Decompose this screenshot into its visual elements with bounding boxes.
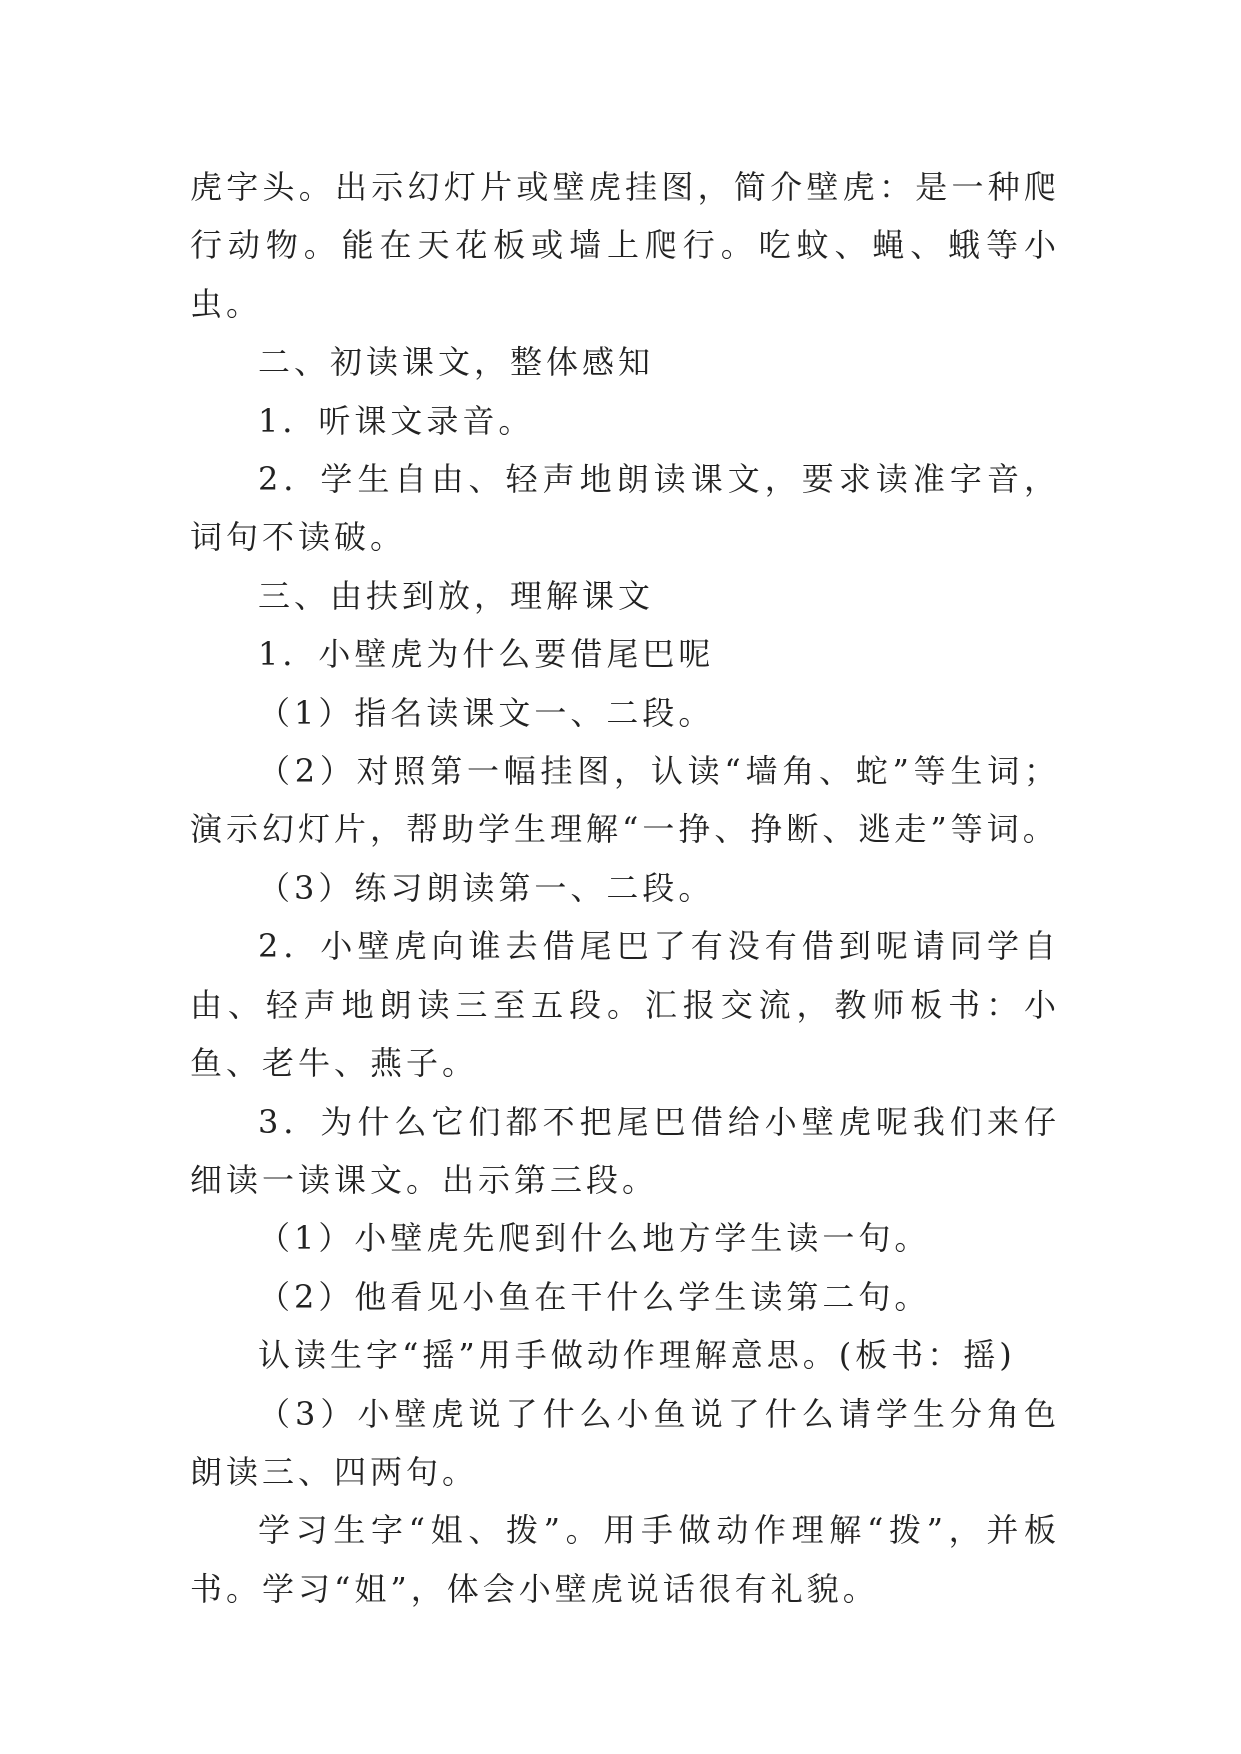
substep-compare-picture: （2）对照第一幅挂图，认读“墙角、蛇”等生词；演示幻灯片，帮助学生理解“一挣、挣断、逃走”等词。: [190, 752, 1060, 849]
step-listen-recording: 1．听课文录音。: [258, 401, 535, 440]
document-body: [190, 158, 1060, 1618]
paragraph-intro: 虎字头。出示幻灯片或壁虎挂图，简介壁虎：是一种爬行动物。能在天花板或墙上爬行。吃蚊、蝇、蛾等小虫。: [190, 168, 1060, 323]
substep-read-segments: （1）指名读课文一、二段。: [258, 693, 715, 732]
section-heading-2: 二、初读课文，整体感知: [258, 343, 655, 382]
section-heading-3: 三、由扶到放，理解课文: [258, 576, 655, 615]
substep-see-fish: （2）他看见小鱼在干什么学生读第二句。: [258, 1277, 931, 1316]
note-character-yao: 认读生字“摇”用手做动作理解意思。(板书：摇): [258, 1336, 1016, 1375]
substep-role-reading: （3）小壁虎说了什么小鱼说了什么请学生分角色朗读三、四两句。: [190, 1394, 1060, 1491]
question-who-to-borrow: 2．小壁虎向谁去借尾巴了有没有借到呢请同学自由、轻声地朗读三至五段。汇报交流，教师板书：小鱼、老牛、燕子。: [190, 927, 1060, 1083]
step-free-reading: 2．学生自由、轻声地朗读课文，要求读准字音，词句不读破。: [190, 460, 1060, 557]
question-why-borrow-tail: 1．小壁虎为什么要借尾巴呢: [258, 635, 715, 674]
question-why-not-lend: 3．为什么它们都不把尾巴借给小壁虎呢我们来仔细读一读课文。出示第三段。: [190, 1102, 1060, 1199]
substep-practice-reading: （3）练习朗读第一、二段。: [258, 868, 715, 907]
note-characters-jie-bo: 学习生字“姐、拨”。用手做动作理解“拨”，并板书。学习“姐”，体会小壁虎说话很有礼貌。: [190, 1511, 1060, 1608]
substep-where-climb: （1）小壁虎先爬到什么地方学生读一句。: [258, 1219, 931, 1258]
